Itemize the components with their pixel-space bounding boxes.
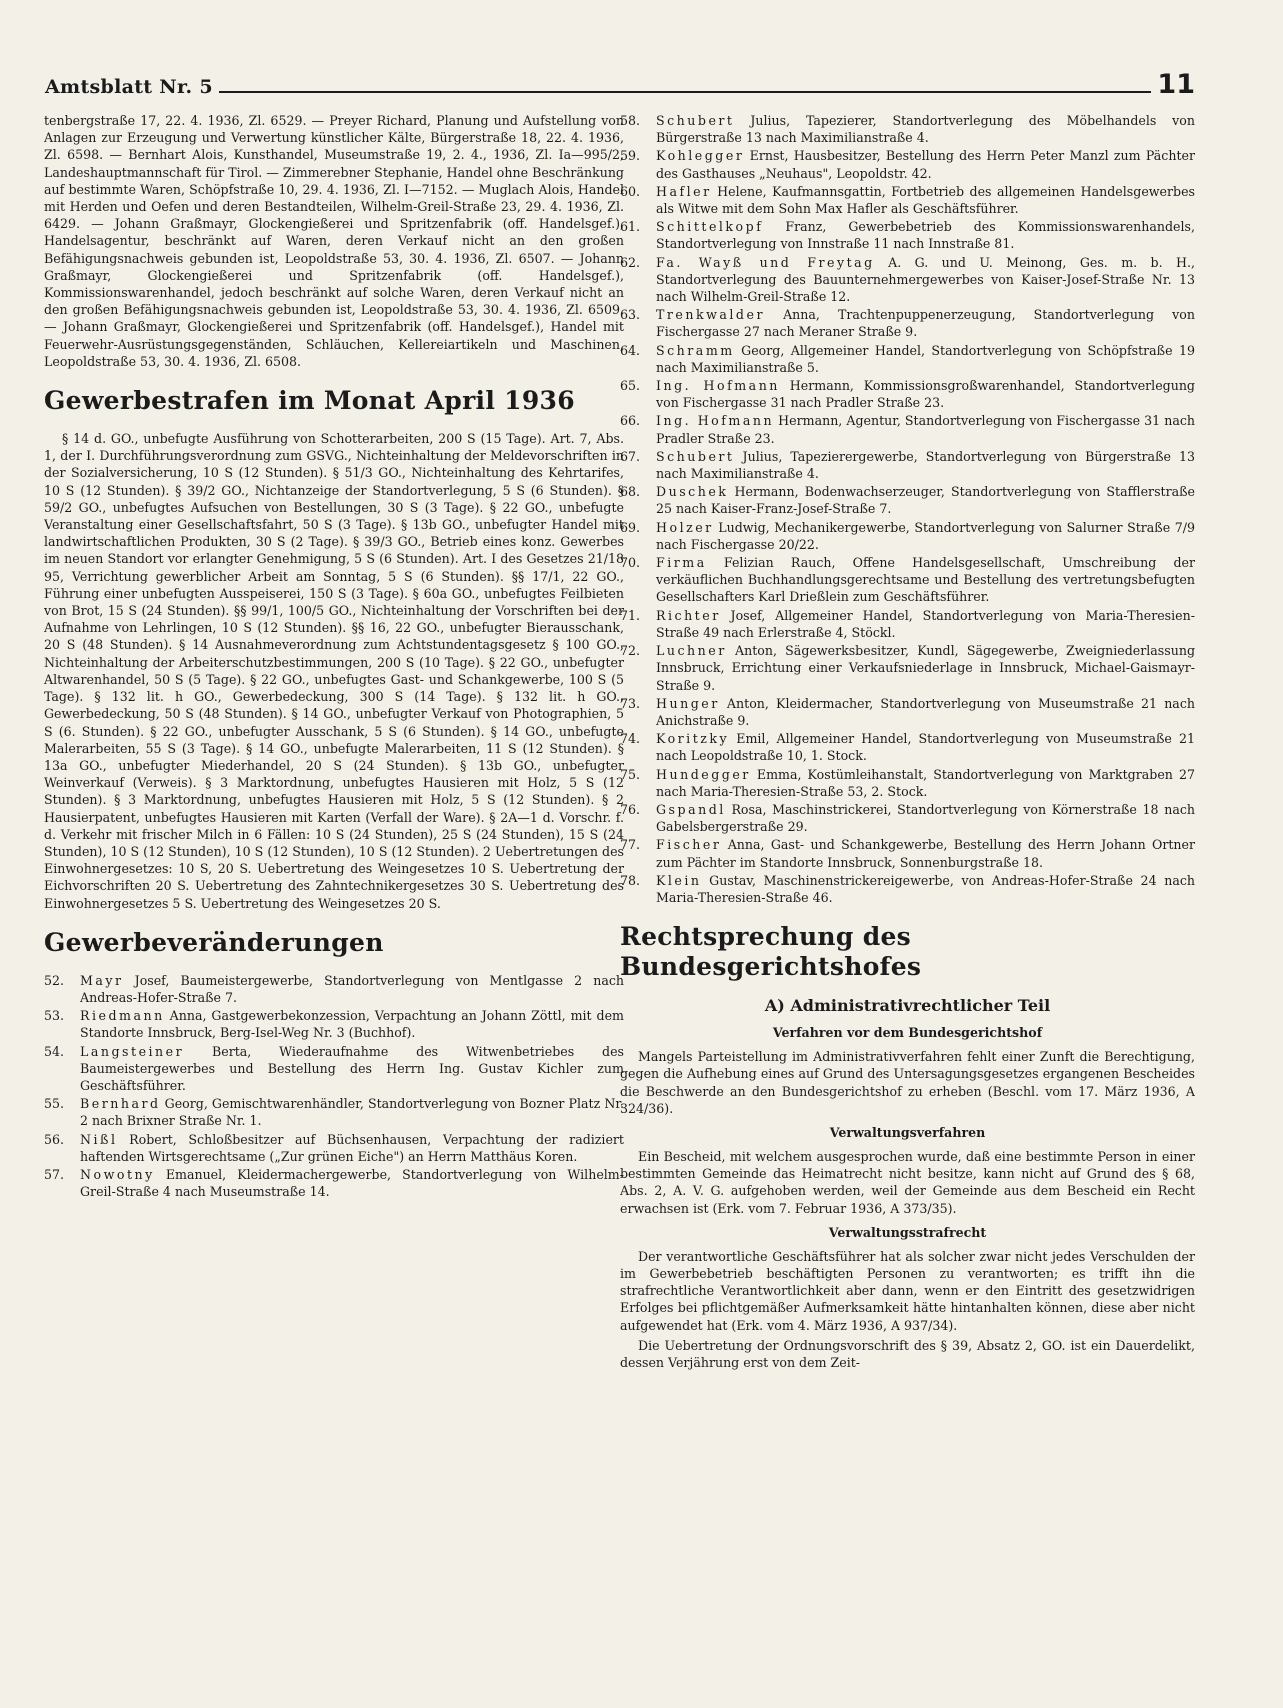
list-item: 62. Fa. Wayß und Freytag A. G. und U. Meinong, Ges. m. b. H., Standortverlegung des Bauunternehmergewerbes von Kaiser-Josef-Straße Nr. 13 nach Wilhelm-Greil-Straße 12. (620, 254, 1195, 305)
entry-text: Anna, Trachtenpuppenerzeugung, Standortverlegung von Fischergasse 27 nach Meraner Straße 9. (656, 307, 1195, 340)
list-item: 66. Ing. Hofmann Hermann, Agentur, Standortverlegung von Fischergasse 31 nach Pradler Straße 23. (620, 413, 1195, 446)
entry-text: Josef, Allgemeiner Handel, Standortverlegung von Maria-Theresien-Straße 49 nach Erlerstraße 4, Stöckl. (656, 607, 1195, 640)
entry-text: Gustav, Maschinenstrickereigewerbe, von Andreas-Hofer-Straße 24 nach Maria-Theresien-Straße 46. (656, 872, 1195, 905)
entry-text: Georg, Allgemeiner Handel, Standortverlegung von Schöpfstraße 19 nach Maximilianstraße 5. (656, 342, 1195, 375)
entry-text: Ludwig, Mechanikergewerbe, Standortverlegung von Salurner Straße 7/9 nach Fischergasse 20/22. (656, 519, 1195, 552)
entry-text: Ernst, Hausbesitzer, Bestellung des Herrn Peter Manzl zum Pächter des Gasthauses „Neuhaus", Leopoldstr. 42. (656, 148, 1195, 181)
entry-name: Schubert (656, 448, 735, 464)
list-item: 69. Holzer Ludwig, Mechanikergewerbe, Standortverlegung von Salurner Straße 7/9 nach Fischergasse 20/22. (620, 519, 1195, 552)
list-item: 67. Schubert Julius, Tapezierergewerbe, Standortverlegung von Bürgerstraße 13 nach Maximilianstraße 4. (620, 448, 1195, 482)
left-column (44, 112, 624, 1692)
entry-name: Nowotny (80, 1166, 155, 1182)
list-item: 68. Duschek Hermann, Bodenwachserzeuger, Standortverlegung von Stafflerstraße 25 nach Kaiser-Franz-Josef-Straße 7. (620, 484, 1195, 517)
list-item: 64. Schramm Georg, Allgemeiner Handel, Standortverlegung von Schöpfstraße 19 nach Maximilianstraße 5. (620, 342, 1195, 375)
entry-name: Fischer (656, 837, 722, 853)
entry-text: Emma, Kostümleihanstalt, Standortverlegung von Marktgraben 27 nach Maria-Theresien-Straße 53, 2. Stock. (656, 766, 1195, 799)
entry-name: Schramm (656, 342, 735, 358)
administrative-penal-law-heading: Verwaltungsstrafrecht (828, 1224, 987, 1240)
entry-name: Kohlegger (656, 148, 745, 164)
trade-changes-heading: Gewerbeveränderungen (44, 927, 384, 957)
list-item: 70. Firma Felizian Rauch, Offene Handelsgesellschaft, Umschreibung der verkäuflichen Buchhandlungsgerechtsame und Bestellung des vertretungsbefugten Gesellschafters Karl Drießlein zum Geschäftsführer. (620, 555, 1195, 605)
entry-text: Anna, Gastgewerbekonzession, Verpachtung an Johann Zöttl, mit dem Standorte Innsbruck, Berg-Isel-Weg Nr. 3 (Buchhof). (80, 1008, 624, 1041)
entry-name: Nißl (80, 1131, 118, 1147)
page-number: 11 (1157, 69, 1195, 100)
list-item: 74. Koritzky Emil, Allgemeiner Handel, Standortverlegung von Museumstraße 21 nach Leopoldstraße 10, 1. Stock. (620, 731, 1195, 764)
entry-text: Anton, Kleidermacher, Standortverlegung von Museumstraße 21 nach Anichstraße 9. (656, 695, 1195, 728)
entry-name: Schittelkopf (656, 219, 764, 235)
entry-name: Hunger (656, 695, 720, 711)
procedure-paragraph: Mangels Parteistellung im Administrativverfahren fehlt einer Zunft die Berechtigung, gegen die Aufhebung eines auf Grund des Untersagungsgesetzes ergangenen Bescheides die Beschwerde an den Bundesgerichtshof zu erheben (Beschl. vom 17. März 1936, A 324/36). (620, 1049, 1195, 1116)
administrative-law-heading: A) Administrativrechtlicher Teil (764, 996, 1051, 1016)
entry-name: Mayr (80, 972, 124, 988)
entry-name: Bernhard (80, 1096, 161, 1112)
entry-text: Franz, Gewerbebetrieb des Kommissionswarenhandels, Standortverlegung von Innstraße 11 nach Innstraße 81. (656, 219, 1195, 252)
entry-name: Klein (656, 872, 702, 888)
penalties-paragraph: § 14 d. GO., unbefugte Ausführung von Schotterarbeiten, 200 S (15 Tage). Art. 7, Abs. 1, der I. Durchführungsverordnung zum GSVG., Nichteinhaltung der Meldevorschriften in der Sozialversicherung, 10 S (12 Stunden). § 51/3 GO., Nichteinhaltung des Kehrtarifes, 10 S (12 Stunden). § 39/2 GO., Nichtanzeige der Standortverlegung, 5 S (6 Stunden). § 59/2 GO., unbefugtes Aufsuchen von Bestellungen, 30 S (3 Tage). § 22 GO., unbefugte Veranstaltung einer Gesellschaftsfahrt, 50 S (3 Tage). § 13b GO., unbefugter Handel mit landwirtschaftlichen Produkten, 30 S (2 Tage). § 39/3 GO., Betrieb eines konz. Gewerbes im neuen Standort vor erlangter Genehmigung, 5 S (6 Stunden). Art. I des Gesetzes 21/18 95, Verrichtung gewerblicher Arbeit am Sonntag, 5 S (6 Stunden). §§ 17/1, 22 GO., Führung einer unbefugten Ausspeiserei, 150 S (3 Tage). § 60a GO., unbefugtes Feilbieten von Brot, 15 S (24 Stunden). §§ 99/1, 100/5 GO., Nichteinhaltung der Vorschriften bei der Aufnahme von Lehrlingen, 10 S (12 Stunden). §§ 16, 22 GO., unbefugter Bierausschank, 20 S (48 Stunden). § 14 Ausnahmeverordnung zum Achtstundentagsgesetz § 100 GO., Nichteinhaltung der Arbeiterschutzbestimmungen, 200 S (10 Tage). § 22 GO., unbefugter Altwarenhandel, 50 S (5 Tage). § 22 GO., unbefugtes Gast- und Schankgewerbe, 100 S (5 Tage). § 132 lit. h GO., Gewerbedeckung, 300 S (14 Tage). § 132 lit. h GO., Gewerbedeckung, 50 S (48 Stunden). § 14 GO., unbefugter Verkauf von Photographien, 5 S (6. Stunden). § 22 GO., unbefugter Ausschank, 5 S (6 Stunden). § 14 GO., unbefugte Malerarbeiten, 55 S (3 Tage). § 14 GO., unbefugte Malerarbeiten, 11 S (12 Stunden). § 13a GO., unbefugter Miederhandel, 20 S (24 Stunden). § 13b GO., unbefugter Weinverkauf (Verweis). § 3 Marktordnung, unbefugtes Hausieren mit Holz, 5 S (12 Stunden). § 3 Marktordnung, unbefugtes Hausieren mit Holz, 5 S (12 Stunden). § 2 Hausierpatent, unbefugtes Hausieren mit Karten (Verfall der Ware). § 2A—1 d. Vorschr. f. d. Verkehr mit frischer Milch in 6 Fällen: 10 S (24 Stunden), 25 S (24 Stunden), 15 S (24 Stunden), 10 S (12 Stunden), 10 S (12 Stunden), 10 S (12 Stunden). 2 Uebertretungen des Einwohnergesetzes: 10 S, 20 S. Uebertretung des Weingesetzes 10 S. Uebertretung der Eichvorschriften 20 S. Uebertretung des Zahntechnikergesetzes 30 S. Uebertretung des Einwohnergesetzes 5 S. Uebertretung des Weingesetzes 20 S. (44, 431, 624, 911)
penalties-heading: Gewerbestrafen im Monat April 1936 (44, 386, 575, 416)
list-item: 63. Trenkwalder Anna, Trachtenpuppenerzeugung, Standortverlegung von Fischergasse 27 nach Meraner Straße 9. (620, 307, 1195, 340)
entry-text: Berta, Wiederaufnahme des Witwenbetriebes des Baumeistergewerbes und Bestellung des Herrn Ing. Gustav Kichler zum Geschäftsführer. (80, 1043, 624, 1093)
entry-name: Holzer (656, 519, 714, 535)
trade-changes-list-right (620, 112, 1195, 906)
entry-name: Fa. Wayß und Freytag (656, 254, 875, 270)
entry-name: Ing. Hofmann (656, 413, 775, 429)
entry-name: Langsteiner (80, 1043, 185, 1059)
list-item: 73. Hunger Anton, Kleidermacher, Standortverlegung von Museumstraße 21 nach Anichstraße 9. (620, 695, 1195, 728)
list-item: 75. Hundegger Emma, Kostümleihanstalt, Standortverlegung von Marktgraben 27 nach Maria-Theresien-Straße 53, 2. Stock. (620, 766, 1195, 799)
entry-text: Hermann, Bodenwachserzeuger, Standortverlegung von Stafflerstraße 25 nach Kaiser-Franz-Josef-Straße 7. (656, 484, 1195, 517)
list-item: 55. Bernhard Georg, Gemischtwarenhändler, Standortverlegung von Bozner Platz Nr. 2 nach Brixner Straße Nr. 1. (44, 1096, 624, 1129)
entry-name: Luchner (656, 643, 727, 659)
entry-text: Helene, Kaufmannsgattin, Fortbetrieb des allgemeinen Handelsgewerbes als Witwe mit dem Sohn Max Hafler als Geschäftsführer. (656, 183, 1195, 217)
entry-name: Trenkwalder (656, 307, 765, 323)
administrative-procedure-paragraph: Ein Bescheid, mit welchem ausgesprochen wurde, daß eine bestimmte Person in einer bestimmten Gemeinde das Heimatrecht nicht besitze, kann nicht auf Grund des § 68, Abs. 2, A. V. G. aufgehoben werden, weil der Gemeinde aus dem Bescheid ein Recht erwachsen ist (Erk. vom 7. Februar 1936, A 373/35). (620, 1148, 1195, 1216)
list-item: 57. Nowotny Emanuel, Kleidermachergewerbe, Standortverlegung von Wilhelm-Greil-Straße 4 nach Museumstraße 14. (44, 1166, 624, 1200)
entry-text: Anna, Gast- und Schankgewerbe, Bestellung des Herrn Johann Ortner zum Pächter im Standorte Innsbruck, Sonnenburgstraße 18. (656, 837, 1195, 870)
entry-name: Duschek (656, 484, 729, 500)
entry-name: Ing. Hofmann (656, 378, 780, 394)
trade-changes-list-left (44, 972, 624, 1201)
entry-name: Hafler (656, 183, 712, 199)
list-item: 76. Gspandl Rosa, Maschinstrickerei, Standortverlegung von Körnerstraße 18 nach Gabelsbergerstraße 29. (620, 801, 1195, 835)
list-item: 54. Langsteiner Berta, Wiederaufnahme des Witwenbetriebes des Baumeistergewerbes und Bestellung des Herrn Ing. Gustav Kichler zum Geschäftsführer. (44, 1043, 624, 1093)
entry-text: Julius, Tapezierergewerbe, Standortverlegung von Bürgerstraße 13 nach Maximilianstraße 4. (656, 448, 1195, 482)
entry-text: Robert, Schloßbesitzer auf Büchsenhausen, Verpachtung der radiziert haftenden Wirtsgerechtsame („Zur grünen Eiche") an Herrn Matthäus Koren. (80, 1131, 624, 1164)
administrative-penal-paragraph-2: Die Uebertretung der Ordnungsvorschrift des § 39, Absatz 2, GO. ist ein Dauerdelikt, dessen Verjährung erst von dem Zeit- (620, 1337, 1195, 1370)
list-item: 77. Fischer Anna, Gast- und Schankgewerbe, Bestellung des Herrn Johann Ortner zum Pächter im Standorte Innsbruck, Sonnenburgstraße 18. (620, 837, 1195, 870)
header-rule (219, 91, 1152, 93)
entry-text: Hermann, Agentur, Standortverlegung von Fischergasse 31 nach Pradler Straße 23. (656, 413, 1195, 446)
list-item: 58. Schubert Julius, Tapezierer, Standortverlegung des Möbelhandels von Bürgerstraße 13 nach Maximilianstraße 4. (620, 113, 1195, 146)
entry-name: Richter (656, 607, 721, 623)
entry-text: Georg, Gemischtwarenhändler, Standortverlegung von Bozner Platz Nr. 2 nach Brixner Straße Nr. 1. (80, 1096, 624, 1129)
entry-text: Emil, Allgemeiner Handel, Standortverlegung von Museumstraße 21 nach Leopoldstraße 10, 1. Stock. (656, 731, 1195, 764)
list-item: 56. Nißl Robert, Schloßbesitzer auf Büchsenhausen, Verpachtung der radiziert haftenden Wirtsgerechtsame („Zur grünen Eiche") an Herrn Matthäus Koren. (44, 1131, 624, 1164)
list-item: 53. Riedmann Anna, Gastgewerbekonzession, Verpachtung an Johann Zöttl, mit dem Standorte Innsbruck, Berg-Isel-Weg Nr. 3 (Buchhof). (44, 1008, 624, 1041)
entry-text: Hermann, Kommissionsgroßwarenhandel, Standortverlegung von Fischergasse 31 nach Pradler Straße 23. (656, 378, 1195, 411)
right-column (620, 112, 1195, 1692)
entry-name: Gspandl (656, 801, 726, 817)
list-item: 59. Kohlegger Ernst, Hausbesitzer, Bestellung des Herrn Peter Manzl zum Pächter des Gasthauses „Neuhaus", Leopoldstr. 42. (620, 148, 1195, 181)
list-item: 78. Klein Gustav, Maschinenstrickereigewerbe, von Andreas-Hofer-Straße 24 nach Maria-Theresien-Straße 46. (620, 872, 1195, 905)
administrative-procedure-heading: Verwaltungsverfahren (829, 1124, 986, 1140)
entry-name: Riedmann (80, 1008, 165, 1024)
entry-text: Anton, Sägewerksbesitzer, Kundl, Sägegewerbe, Zweigniederlassung Innsbruck, Errichtung einer Verkaufsniederlage in Innsbruck, Michael-Gaismayr-Straße 9. (656, 643, 1195, 693)
list-item: 72. Luchner Anton, Sägewerksbesitzer, Kundl, Sägegewerbe, Zweigniederlassung Innsbruck, Errichtung einer Verkaufsniederlage in Innsbruck, Michael-Gaismayr-Straße 9. (620, 643, 1195, 693)
entry-text: A. G. und U. Meinong, Ges. m. b. H., Standortverlegung des Bauunternehmergewerbes von Kaiser-Josef-Straße Nr. 13 nach Wilhelm-Greil-Straße 12. (656, 254, 1195, 305)
registrations-continued-paragraph: tenbergstraße 17, 22. 4. 1936, Zl. 6529. — Preyer Richard, Planung und Aufstellung von Anlagen zur Erzeugung und Verwertung künstlicher Kälte, Bürgerstraße 18, 22. 4. 1936, Zl. 6598. — Bernhart Alois, Kunsthandel, Museumstraße 19, 2. 4., 1936, Zl. Ia—995/2, Landeshauptmannschaft für Tirol. — Zimmerebner Stephanie, Handel ohne Beschränkung auf bestimmte Waren, Schöpfstraße 10, 29. 4. 1936, Zl. I—7152. — Muglach Alois, Handel mit Herden und Oefen und deren Bestandteilen, Wilhelm-Greil-Straße 23, 29. 4. 1936, Zl. 6429. — Johann Graßmayr, Glockengießerei und Spritzenfabrik (off. Handelsgef.), Handelsagentur, beschränkt auf Waren, deren Verkauf nicht an den großen Befähigungsnachweis gebunden ist, Leopoldstraße 53, 30. 4. 1936, Zl. 6507. — Johann Graßmayr, Glockengießerei und Spritzenfabrik (off. Handelsgef.), Kommissionswarenhandel, jedoch beschränkt auf solche Waren, deren Verkauf nicht an den großen Befähigungsnachweis gebunden ist, Leopoldstraße 53, 30. 4. 1936, Zl. 6509. — Johann Graßmayr, Glockengießerei und Spritzenfabrik (off. Handelsgef.), Handel mit Feuerwehr-Ausrüstungsgegenständen, Schläuchen, Kellereiartikeln und Maschinen, Leopoldstraße 53, 30. 4. 1936, Zl. 6508. (44, 113, 624, 369)
entry-text: Emanuel, Kleidermachergewerbe, Standortverlegung von Wilhelm-Greil-Straße 4 nach Museumstraße 14. (80, 1166, 624, 1200)
administrative-penal-paragraph-1: Der verantwortliche Geschäftsführer hat als solcher zwar nicht jedes Verschulden der im Gewerbebetrieb beschäftigten Personen zu verantworten; es trifft ihn die strafrechtliche Verantwortlichkeit aber dann, wenn er den Eintritt des gesetzwidrigen Erfolges bei pflichtgemäßer Aufmerksamkeit hätte hintanhalten können, diese aber nicht aufgewendet hat (Erk. vom 4. März 1936, A 937/34). (620, 1248, 1195, 1333)
list-item: 52. Mayr Josef, Baumeistergewerbe, Standortverlegung von Mentlgasse 2 nach Andreas-Hofer-Straße 7. (44, 972, 624, 1005)
list-item: 60. Hafler Helene, Kaufmannsgattin, Fortbetrieb des allgemeinen Handelsgewerbes als Witwe mit dem Sohn Max Hafler als Geschäftsführer. (620, 183, 1195, 217)
entry-name: Firma (656, 555, 707, 571)
entry-name: Hundegger (656, 766, 751, 782)
court-rulings-heading: Rechtsprechung des Bundesgerichtshofes (620, 922, 922, 982)
entry-text: Josef, Baumeistergewerbe, Standortverlegung von Mentlgasse 2 nach Andreas-Hofer-Straße 7. (80, 972, 624, 1005)
procedure-heading: Verfahren vor dem Bundesgerichtshof (772, 1025, 1043, 1041)
list-item: 65. Ing. Hofmann Hermann, Kommissionsgroßwarenhandel, Standortverlegung von Fischergasse 31 nach Pradler Straße 23. (620, 378, 1195, 411)
entry-name: Koritzky (656, 731, 730, 747)
publication-title: Amtsblatt Nr. 5 (45, 76, 213, 98)
entry-name: Schubert (656, 113, 735, 128)
page-header (45, 58, 1195, 98)
entry-text: Julius, Tapezierer, Standortverlegung des Möbelhandels von Bürgerstraße 13 nach Maximilianstraße 4. (656, 113, 1195, 146)
list-item: 61. Schittelkopf Franz, Gewerbebetrieb des Kommissionswarenhandels, Standortverlegung von Innstraße 11 nach Innstraße 81. (620, 219, 1195, 252)
entry-text: Felizian Rauch, Offene Handelsgesellschaft, Umschreibung der verkäuflichen Buchhandlungsgerechtsame und Bestellung des vertretungsbefugten Gesellschafters Karl Drießlein zum Geschäftsführer. (656, 555, 1195, 605)
entry-text: Rosa, Maschinstrickerei, Standortverlegung von Körnerstraße 18 nach Gabelsbergerstraße 29. (656, 801, 1195, 835)
list-item: 71. Richter Josef, Allgemeiner Handel, Standortverlegung von Maria-Theresien-Straße 49 nach Erlerstraße 4, Stöckl. (620, 607, 1195, 640)
